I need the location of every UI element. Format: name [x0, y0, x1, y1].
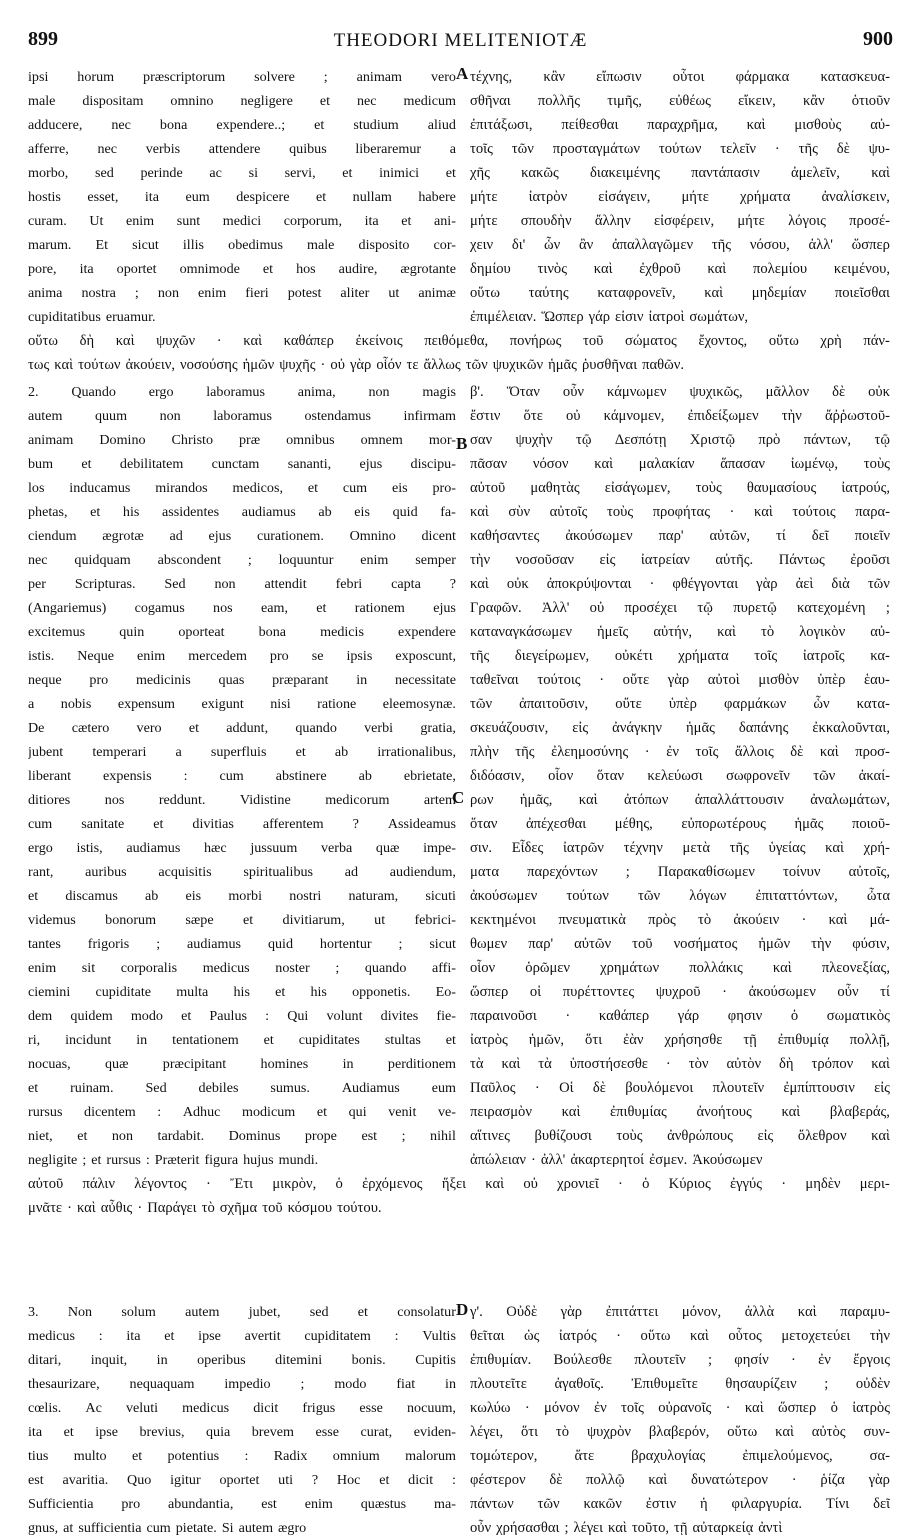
text-line: bum et debilitatem cunctam sananti, ejus discipu-	[28, 456, 456, 472]
text-line: αὐτοῦ μαθητὰς εἰσάγωμεν, τοὺς θαυμασίους ἰατρούς,	[470, 480, 890, 496]
margin-marker-c: C	[452, 788, 465, 807]
greek-column	[470, 380, 890, 1172]
text-line: γ'. Οὐδὲ γὰρ ἐπιτάττει μόνον, ἀλλὰ καὶ παραμυ-	[470, 1304, 890, 1320]
text-line: δημίου τινὸς καὶ ἐχθροῦ καὶ πολεμίου κειμένου,	[470, 261, 890, 277]
text-line: διδόασιν, οἷον ὅταν κελεύωσι σωφρονεῖν τῶν ἀκαί-	[470, 768, 890, 784]
text-line: καὶ σὺν αὐτοῖς τοὺς προφήτας · καὶ τούτοις παρα-	[470, 504, 890, 520]
margin-marker-a: A	[456, 64, 469, 83]
text-line: cum sanitate et divitias afferentem ? Assideamus	[28, 816, 456, 832]
text-line: niet, et non tardabit. Dominus prope est ; nihil	[28, 1128, 456, 1144]
text-line: ἐπιτάξωσι, πείθεσθαι παραχρῆμα, καὶ μισθοὺς αὐ-	[470, 117, 890, 133]
text-line: τὰ καὶ τὰ ὑποστήσεσθε · τὸν αὐτὸν δὴ τρόπον καὶ	[470, 1056, 890, 1072]
margin-marker-d: D	[456, 1300, 469, 1319]
text-line: negligite ; et rursus : Præterit figura hujus mundi.	[28, 1152, 319, 1168]
text-line: ipsi horum præscriptorum solvere ; animam vero	[28, 69, 456, 85]
running-title: THEODORI MELITENIOTÆ	[333, 30, 588, 51]
text-line: ditiores nos reddunt. Vidistine medicorum artem	[28, 792, 456, 808]
text-line: αἵτινες βυθίζουσι τοὺς ἀνθρώπους εἰς ὄλεθρον καὶ	[470, 1128, 890, 1144]
text-line: gnus, at sufficientia cum pietate. Si autem ægro	[28, 1520, 307, 1536]
text-line: autem quum non laboramus ostendamus infirmam	[28, 408, 456, 424]
text-line: nec quidquam abscondent ; loquuntur enim semper	[28, 552, 456, 568]
text-line: τέχνης, κἂν εἴπωσιν οὗτοι φάρμακα κατασκευα-	[470, 69, 890, 85]
text-line: 2. Quando ergo laboramus anima, non magis	[28, 384, 456, 400]
text-line: λέγει, ὅτι τὸ ψυχρὸν βλαβερόν, οὕτω καὶ αὐτὸς συν-	[470, 1424, 890, 1440]
text-line: χειν δι' ὧν ἂν ἀπαλλαγῶμεν τῆς νόσου, ἀλλ' ὥσπερ	[470, 237, 890, 253]
text-line: πλουτεῖτε ἀγαθοῖς. Ἐπιθυμεῖτε θησαυρίζειν ; οὐδὲν	[470, 1376, 890, 1392]
text-line: τῶν ἀπαιτοῦσιν, οὔτε ὑπὲρ φαρμάκων ὧν κατα-	[470, 696, 890, 712]
greek-column	[470, 1300, 890, 1540]
text-line: οὕτω ταύτης καταφρονεῖν, καὶ μηδεμίαν ποιεῖσθαι	[470, 285, 890, 301]
text-line: μήτε ἰατρὸν εἰσάγειν, μήτε χρήματα ἀναλίσκειν,	[470, 189, 890, 205]
text-line: liberant expensis : cum abstinere ab ebrietate,	[28, 768, 456, 784]
text-line: μνᾶτε · καὶ αὖθις · Παράγει τὸ σχῆμα τοῦ κόσμου τούτου.	[28, 1200, 382, 1216]
text-line: Παῦλος · Οἱ δὲ βουλόμενοι πλουτεῖν ἐμπίπτουσιν εἰς	[470, 1080, 890, 1096]
greek-full-width	[28, 1172, 890, 1220]
text-line: καὶ οὐκ ἀποκρύψονται · φθέγγονται γὰρ ἀεὶ διὰ τῶν	[470, 576, 890, 592]
text-line: ἐπιμέλειαν. Ὥσπερ γάρ εἰσιν ἰατροὶ σωμάτων,	[470, 309, 749, 325]
text-line: τομώτερον, ἅτε βραχυλογίας ἐπιμελούμενος, σα-	[470, 1448, 890, 1464]
text-line: πλὴν τῆς ἐλεημοσύνης · ἐν τοῖς ἄλλοις δὲ καὶ προσ-	[470, 744, 890, 760]
text-line: σιν. Εἶδες ἰατρῶν τέχνην μετὰ τῆς ὑγείας καὶ χρή-	[470, 840, 890, 856]
text-line: 3. Non solum autem jubet, sed et consolatur	[28, 1304, 456, 1320]
text-line: ἐπιθυμίαν. Βούλεσθε πλουτεῖν ; φησίν · ἐν ἔργοις	[470, 1352, 890, 1368]
text-line: πάντων τῶν κακῶν ἐστιν ἡ φιλαργυρία. Τίνι δεῖ	[470, 1496, 890, 1512]
text-line: ciemini cupiditate multa his et his opponetis. Eo-	[28, 984, 456, 1000]
text-line: κωλύω · μόνον ἐν τοῖς οὐρανοῖς · καὶ ὥσπερ ὁ ἰατρὸς	[470, 1400, 890, 1416]
text-line: dem quidem modo et Paulus : Qui volunt divites fie-	[28, 1008, 456, 1024]
text-line: los inducamus mirandos medicos, et cum eis pro-	[28, 480, 456, 496]
text-line: istis. Neque enim mercedem pro se ipsis exposcunt,	[28, 648, 456, 664]
text-line: ταθεῖναι τούτοις · οὔτε γὰρ αὐτοὶ μισθὸν ὑπὲρ ἑαυ-	[470, 672, 890, 688]
text-line: hostis esset, ita eum despicere et nullam habere	[28, 189, 456, 205]
text-line: καθήσαντες ἀκούσωμεν παρ' αὐτῶν, τί δεῖ ποιεῖν	[470, 528, 890, 544]
text-line: οἷον ὁρῶμεν χρημάτων πολλάκις καὶ πλεονεξίας,	[470, 960, 890, 976]
text-line: anima nostra ; non enim fieri potest aliter ut animæ	[28, 285, 456, 301]
text-line: cupiditatibus eruamur.	[28, 309, 156, 325]
text-line: σκευάζουσιν, εἰς ἀνάγκην ἡμᾶς δαπάνης ἐκκαλοῦνται,	[470, 720, 890, 736]
text-line: pore, ita oportet omnimode et hos audire, ægrotante	[28, 261, 456, 277]
text-line: thesaurizare, nequaquam impedio ; modo fiat in	[28, 1376, 456, 1392]
text-line: ὅταν ἀπέχεσθαι μέθης, εὐπορωτέρους ἡμᾶς ποιοῦ-	[470, 816, 890, 832]
text-line: τῆς διεγείρωμεν, οὐκέτι χρήματα τοῖς ἰατροῖς κα-	[470, 648, 890, 664]
text-line: φέστερον δὲ πολλῷ καὶ δυνατώτερον · ῥίζα γὰρ	[470, 1472, 890, 1488]
latin-column	[28, 380, 456, 1172]
margin-marker-b: B	[456, 434, 468, 453]
text-line: ὥσπερ οἱ πυρέττοντες ψυχροῦ · ἀκούσωμεν οὖν τί	[470, 984, 890, 1000]
latin-column	[28, 1300, 456, 1540]
text-line: ρων ἡμᾶς, καὶ ἀτόπων ἀπαλλάττουσιν ἀναλωμάτων,	[470, 792, 890, 808]
text-line: (Angariemus) cogamus nos eam, et rationem ejus	[28, 600, 456, 616]
text-line: Sufficientia pro abundantia, est enim quæstus ma-	[28, 1496, 456, 1512]
text-line: πειρασμὸν καὶ ἐπιθυμίας ἀνοήτους καὶ βλαβεράς,	[470, 1104, 890, 1120]
page-number-left: 899	[28, 28, 58, 50]
text-line: medicus : ita et ipse avertit cupiditatem : Vultis	[28, 1328, 456, 1344]
text-line: παραινοῦσι · καθάπερ γάρ φησιν ὁ σωματικὸς	[470, 1008, 890, 1024]
text-line: σθῆναι πολλῆς τιμῆς, εὐθέως εἴκειν, κἂν ὁτιοῦν	[470, 93, 890, 109]
text-line: β'. Ὅταν οὖν κάμνωμεν ψυχικῶς, μᾶλλον δὲ οὐκ	[470, 384, 890, 400]
text-line: rant, auribus acquisitis spiritualibus ad audiendum,	[28, 864, 456, 880]
text-line: jubent temperari a superfluis et ab irrationalibus,	[28, 744, 456, 760]
text-line: tantes frigoris ; audiamus quid hortentur ; sicut	[28, 936, 456, 952]
text-line: καταναγκάσωμεν ἡμεῖς αὐτήν, καὶ τὸ λογικὸν αὐ-	[470, 624, 890, 640]
text-line: σαν ψυχὴν τῷ Δεσπότῃ Χριστῷ πρὸ πάντων, τῷ	[470, 432, 890, 448]
text-line: ἀπώλειαν · ἀλλ' ἀκαρτερητοί ἐσμεν. Ἀκούσωμεν	[470, 1152, 763, 1168]
text-line: videmus bonorum sæpe et divitiarum, ut febrici-	[28, 912, 456, 928]
text-line: ergo istis, audiamus hæc jussuum verba quæ impe-	[28, 840, 456, 856]
text-line: ἰατρὸς ἡμῶν, ὅτι ἐὰν χρήσησθε τῇ ἐπιθυμίᾳ πολλῇ,	[470, 1032, 890, 1048]
text-line: ri, incidunt in tentationem et cupiditates stultas et	[28, 1032, 456, 1048]
latin-column	[28, 65, 456, 329]
text-line: θωμεν παρ' αὐτῶν τοῦ νοσήματος ἡμῶν τὴν φύσιν,	[470, 936, 890, 952]
text-line: ciendum ægrotæ ad ejus curationem. Omnino dicent	[28, 528, 456, 544]
text-line: curam. Ut enim sunt medici corporum, ita et ani-	[28, 213, 456, 229]
text-line: ditari, inquit, in operibus ditemini bonis. Cupitis	[28, 1352, 456, 1368]
text-line: animam Domino Christo præ omnibus omnem mor-	[28, 432, 456, 448]
text-line: excitemus quin oporteat bona medicis expendere	[28, 624, 456, 640]
text-line: et ruinam. Sed debiles sumus. Audiamus eum	[28, 1080, 456, 1096]
text-line: et discamus ab eis morbi nostri naturam, sicuti	[28, 888, 456, 904]
text-line: male dispositam omnino negligere et nec medicum	[28, 93, 456, 109]
text-line: phetas, et his assidentes audiamus ab eis quid fa-	[28, 504, 456, 520]
text-line: enim sit corporalis medicus noster ; quando affi-	[28, 960, 456, 976]
text-line: marum. Et sicut illis obedimus male disposito cor-	[28, 237, 456, 253]
text-line: αὐτοῦ πάλιν λέγοντος · Ἔτι μικρὸν, ὁ ἐρχόμενος ἥξει καὶ οὐ χρονιεῖ · ὁ Κύριος ἐγγύς · μηδὲν μερι-	[28, 1176, 890, 1192]
text-line: cœlis. Ac veluti medicus dicit frigus esse nocuum,	[28, 1400, 456, 1416]
page-header	[28, 28, 893, 58]
text-line: οὖν χρήσασθαι ; λέγει καὶ τοῦτο, τῇ αὐταρκείᾳ ἀντὶ	[470, 1520, 783, 1536]
text-line: κεκτημένοι πνευματικὰ πρὸς τὸ ἀκούειν · καὶ μά-	[470, 912, 890, 928]
text-line: πᾶσαν νόσον καὶ μαλακίαν ἅπασαν ἰωμένῳ, τοὺς	[470, 456, 890, 472]
text-line: morbo, sed perinde ac si servi, et inimici et	[28, 165, 456, 181]
text-line: τως καὶ τούτων ἀκούειν, νοσούσης ἡμῶν ψυχῆς · οὐ γὰρ οἷόν τε ἄλλως τῶν ψυχικῶν ἡμᾶς ῥυσθῆναι παθῶν.	[28, 357, 684, 373]
text-line: a nobis expensum exigunt nisi ratione eleemosynæ.	[28, 696, 456, 712]
text-line: tius multo et potentius : Radix omnium malorum	[28, 1448, 456, 1464]
text-line: per Scripturas. Sed non attendit febri capta ?	[28, 576, 456, 592]
text-line: Γραφῶν. Ἀλλ' οὐ προσέχει τῷ πυρετῷ κατεχομένη ;	[470, 600, 890, 616]
text-line: ἀκούσωμεν τούτων τῶν λόγων ἐπιταττόντων, ὦτα	[470, 888, 890, 904]
text-line: De cætero vero et addunt, quando verbi gratia,	[28, 720, 456, 736]
greek-column	[470, 65, 890, 329]
text-line: ματα παρεχόντων ; Παρακαθίσωμεν τοίνυν αὐτοῖς,	[470, 864, 890, 880]
text-line: τὴν νοσοῦσαν εἰς ἰατρείαν αὐτῆς. Πάντως ἐροῦσι	[470, 552, 890, 568]
text-line: μήτε σπουδὴν ἄλλην εἰσφέρειν, μήτε λόγοις προσέ-	[470, 213, 890, 229]
text-line: θεῖται ὡς ἰατρός · οὕτω καὶ οὗτος μετοχετεύει τὴν	[470, 1328, 890, 1344]
text-line: adducere, nec bona expendere..; et studium aliud	[28, 117, 456, 133]
text-line: τοῖς τῶν προσταγμάτων τούτων τελεῖν · τῆς δὲ ψυ-	[470, 141, 890, 157]
text-line: afferre, nec verbis attendere quibus liberaremur a	[28, 141, 456, 157]
text-line: est avaritia. Quo igitur oportet uti ? Hoc et dicit :	[28, 1472, 456, 1488]
text-line: nocuas, quæ præcipitant homines in perditionem	[28, 1056, 456, 1072]
text-line: ita et ipse brevius, quia brevem esse curat, eviden-	[28, 1424, 456, 1440]
greek-full-width	[28, 329, 890, 377]
text-line: οὕτω δὴ καὶ ψυχῶν · καὶ καθάπερ ἐκείνοις πειθόμεθα, πονήρως τοῦ σώματος ἔχοντος, οὕτω χρὴ πάν-	[28, 333, 890, 349]
text-line: χῆς κακῶς διακειμένης παντάπασιν ἀμελεῖν, καὶ	[470, 165, 890, 181]
text-line: neque pro medicinis quas præparant in necessitate	[28, 672, 456, 688]
page-number-right: 900	[863, 28, 893, 50]
text-line: ἔστιν ὅτε οὐ κάμνομεν, ἐπιδείξωμεν τὴν ἄῤῥωστοῦ-	[470, 408, 890, 424]
text-line: rursus dicentem : Adhuc modicum et qui venit ve-	[28, 1104, 456, 1120]
